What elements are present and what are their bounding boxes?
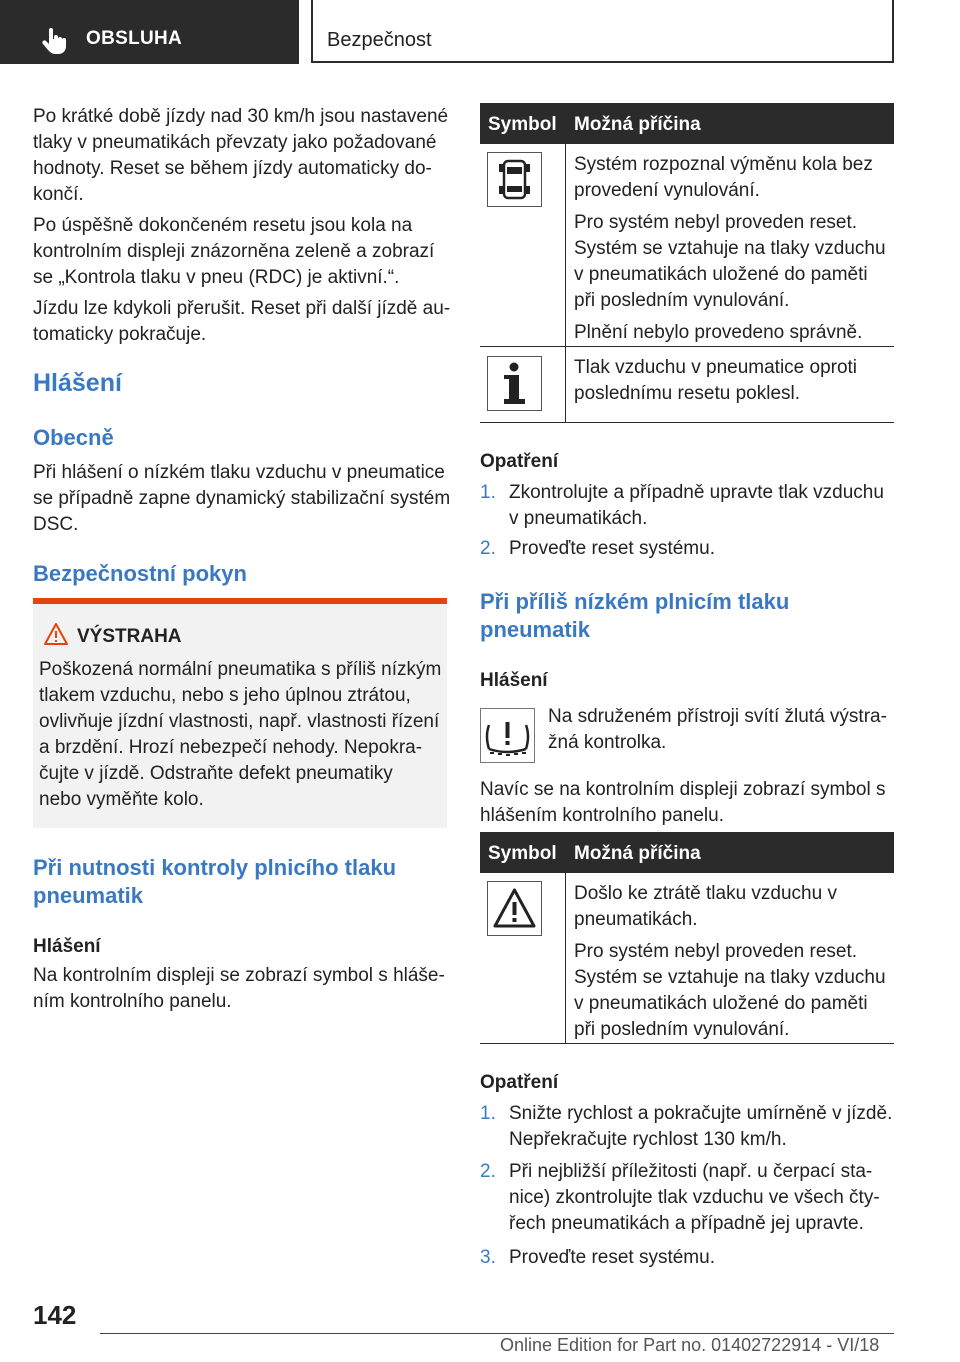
text-line: při posledním vynulování. (574, 1019, 790, 1040)
text-line: Jízdu lze kdykoli přerušit. Reset při další jízdě au- (33, 298, 451, 319)
text-line: Při nejbližší příležitosti (např. u čerpací sta- (509, 1161, 873, 1182)
text-line: končí. (33, 184, 84, 205)
car-top-icon (487, 152, 542, 207)
text-line: Na sdruženém přístroji svítí žlutá výstra- (548, 706, 887, 727)
text-line: se případně zapne dynamický stabilizační systém (33, 488, 451, 509)
text-line: Snižte rychlost a pokračujte umírněně v jízdě. (509, 1103, 893, 1124)
table1-row-separator (480, 346, 894, 347)
list-number: 3. (480, 1247, 496, 1268)
heading-line: pneumatik (33, 883, 144, 908)
text-line: žná kontrolka. (548, 732, 667, 753)
text-line: Po krátké době jízdy nad 30 km/h jsou nastavené (33, 106, 449, 127)
list-item (480, 1157, 894, 1243)
text-line: ovlivňuje jízdní vlastnosti, např. vlastnosti řízení (39, 711, 440, 732)
section-title: OBSLUHA (86, 28, 183, 49)
paragraph-reset-success (33, 213, 434, 291)
table1-bottom-rule (480, 422, 894, 423)
list-number: 2. (480, 538, 496, 559)
text-line: se „Kontrola tlaku v pneu (RDC) je aktivní.“. (33, 267, 400, 288)
lamp-text (548, 704, 887, 756)
list-number: 1. (480, 1103, 496, 1124)
text-line: Systém se vztahuje na tlaky vzduchu (574, 967, 886, 988)
table1-header (480, 103, 894, 144)
text-line: čujte v jízdě. Odstraňte defekt pneumatiky (39, 763, 393, 784)
hand-pointer-icon (40, 27, 68, 55)
footer-edition: Online Edition for Part no. 01402722914 - VI/18 (500, 1335, 880, 1355)
actions2-list (480, 1101, 894, 1271)
col-symbol: Symbol (488, 114, 557, 135)
text-line: Nepřekračujte rychlost 130 km/h. (509, 1129, 787, 1150)
text-line: Plnění nebylo provedeno správně. (574, 322, 863, 343)
list-number: 1. (480, 482, 496, 503)
list-item (480, 480, 894, 534)
text-line: tlakem vzduchu, nebo s jeho úplnou ztrátou, (39, 685, 411, 706)
list-item (480, 534, 894, 562)
text-line: nice) zkontrolujte tlak vzduchu ve všech čty- (509, 1187, 880, 1208)
warning-triangle-icon (43, 622, 69, 646)
subheading-hlaseni-right: Hlášení (480, 670, 548, 691)
paragraph-reset-end (33, 104, 448, 208)
text-line: řech pneumatikách a případně jej upravte. (509, 1213, 864, 1234)
text-line: Tlak vzduchu v pneumatice oproti (574, 357, 858, 378)
heading-hlaseni: Hlášení (33, 369, 122, 397)
table1-row1-text (574, 152, 886, 346)
table2-row1-text (574, 881, 886, 1043)
text-line: tomaticky pokračuje. (33, 324, 207, 345)
text-line: ním kontrolního panelu. (33, 991, 232, 1012)
info-icon (487, 356, 542, 411)
heading-obecne: Obecně (33, 425, 114, 450)
heading-pressure-check (33, 854, 396, 910)
paragraph-reset-interrupt (33, 296, 450, 348)
text-line: hlášením kontrolního panelu. (480, 805, 724, 826)
topic-title: Bezpečnost (327, 29, 432, 51)
text-line: Pro systém nebyl proveden reset. (574, 941, 858, 962)
table2-bottom-rule (480, 1043, 894, 1044)
paragraph-display-symbol (33, 963, 445, 1015)
heading-low-pressure (480, 588, 789, 644)
actions1-title: Opatření (480, 451, 559, 472)
actions2-title: Opatření (480, 1072, 559, 1093)
list-item (480, 1243, 894, 1271)
text-line: hodnoty. Reset se během jízdy automaticky do- (33, 158, 432, 179)
heading-safety-note: Bezpečnostní pokyn (33, 561, 247, 586)
text-line: nebo vyměňte kolo. (39, 789, 204, 810)
text-line: DSC. (33, 514, 79, 535)
text-line: Poškozená normální pneumatika s příliš nízkým (39, 659, 442, 680)
text-line: Při hlášení o nízkém tlaku vzduchu v pneumatice (33, 462, 445, 483)
text-line: v pneumatikách. (509, 508, 648, 529)
table2-divider (565, 873, 566, 1043)
text-line: Systém rozpoznal výměnu kola bez (574, 154, 873, 175)
subheading-hlaseni: Hlášení (33, 936, 101, 957)
text-line: provedení vynulování. (574, 180, 760, 201)
paragraph-additional-symbol (480, 777, 886, 829)
actions1-list (480, 480, 894, 562)
paragraph-general (33, 460, 450, 538)
text-line: tlaky v pneumatikách převzaty jako požadované (33, 132, 437, 153)
text-line: v pneumatikách uložené do paměti (574, 264, 868, 285)
warning-box (33, 604, 447, 828)
text-line: Na kontrolním displeji se zobrazí symbol s hláše- (33, 965, 445, 986)
text-line: Proveďte reset systému. (509, 538, 715, 559)
table1-divider (565, 144, 566, 422)
footer-rule (100, 1333, 894, 1334)
text-line: Proveďte reset systému. (509, 1247, 715, 1268)
text-line: a brzdění. Hrozí nebezpečí nehody. Nepokra- (39, 737, 423, 758)
heading-line: pneumatik (480, 617, 591, 642)
text-line: v pneumatikách uložené do paměti (574, 993, 868, 1014)
section-tab (0, 0, 299, 64)
tire-pressure-warning-icon (480, 708, 535, 763)
topic-box (311, 0, 894, 63)
warning-triangle-icon (487, 881, 542, 936)
text-line: poslednímu resetu poklesl. (574, 383, 801, 404)
text-line: pneumatikách. (574, 909, 698, 930)
list-number: 2. (480, 1161, 496, 1182)
col-cause: Možná příčina (574, 114, 701, 135)
heading-line: Při příliš nízkém plnicím tlaku (480, 589, 790, 614)
text-line: Zkontrolujte a případně upravte tlak vzduchu (509, 482, 884, 503)
text-line: Navíc se na kontrolním displeji zobrazí symbol s (480, 779, 886, 800)
text-line: při posledním vynulování. (574, 290, 790, 311)
text-line: Došlo ke ztrátě tlaku vzduchu v (574, 883, 837, 904)
heading-line: Při nutnosti kontroly plnicího tlaku (33, 855, 397, 880)
col-cause: Možná příčina (574, 843, 701, 864)
col-symbol: Symbol (488, 843, 557, 864)
table2-header (480, 832, 894, 873)
page-number: 142 (33, 1300, 77, 1330)
text-line: kontrolním displeji znázorněna zeleně a zobrazí (33, 241, 435, 262)
table1-row2-text (574, 355, 857, 407)
text-line: Pro systém nebyl proveden reset. (574, 212, 858, 233)
warning-title: VÝSTRAHA (77, 626, 182, 647)
text-line: Po úspěšně dokončeném resetu jsou kola na (33, 215, 413, 236)
list-item (480, 1101, 894, 1157)
text-line: Systém se vztahuje na tlaky vzduchu (574, 238, 886, 259)
warning-text (39, 657, 441, 813)
